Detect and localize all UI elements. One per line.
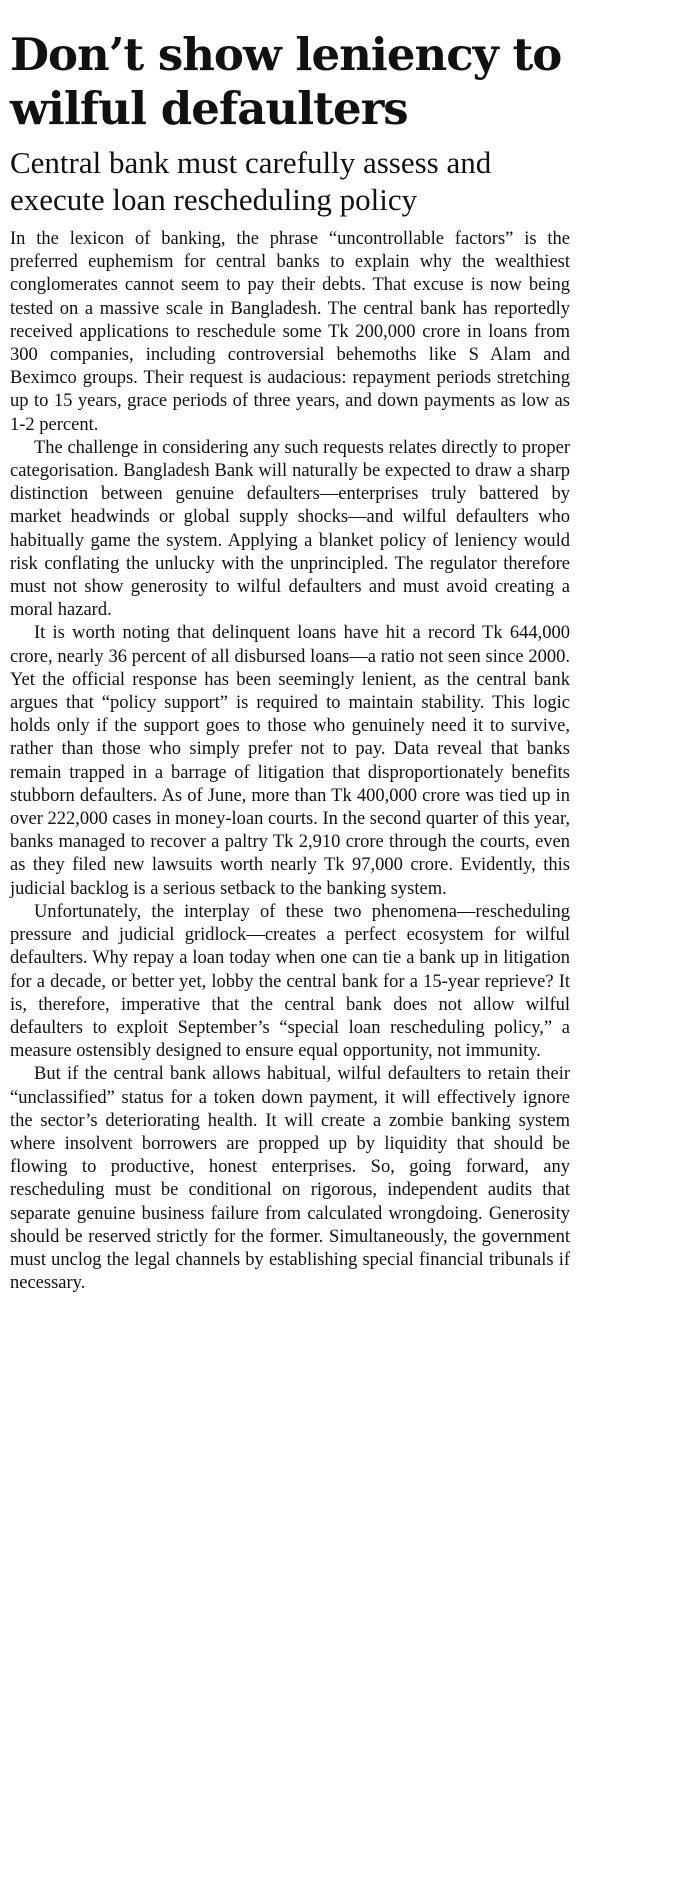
article-body <box>10 228 570 1295</box>
paragraph-5: But if the central bank allows habitual, wilful defaulters to retain their “unclassified” status for a token down payment, it will effectively ignore the sector’s deteriorating health. It will create a zombie banking system where insolvent borrowers are propped up by liquidity that should be flowing to productive, honest enterprises. So, going forward, any rescheduling must be conditional on rigorous, independent audits that separate genuine business failure from calculated wrongdoing. Generosity should be reserved strictly for the former. Simultaneously, the government must unclog the legal channels by establishing special financial tribunals if necessary. <box>10 1064 570 1294</box>
headline: Don’t show leniency to wilful defaulters <box>10 28 562 135</box>
paragraph-2: The challenge in considering any such requests relates directly to proper categorisation. Bangladesh Bank will naturally be expected to draw a sharp distinction between genuine defaulters—enterprises truly battered by market headwinds or global supply shocks—and wilful defaulters who habitually game the system. Applying a blanket policy of leniency would risk conflating the unlucky with the unprincipled. The regulator therefore must not show generosity to wilful defaulters and must avoid creating a moral hazard. <box>10 437 570 621</box>
paragraph-3: It is worth noting that delinquent loans have hit a record Tk 644,000 crore, nearly 36 percent of all disbursed loans—a ratio not seen since 2000. Yet the official response has been seemingly lenient, as the central bank argues that “policy support” is required to maintain stability. This logic holds only if the support goes to those who genuinely need it to survive, rather than those who simply prefer not to pay. Data reveal that banks remain trapped in a barrage of litigation that disproportionately benefits stubborn defaulters. As of June, more than Tk 400,000 crore was tied up in over 222,000 cases in money-loan courts. In the second quarter of this year, banks managed to recover a paltry Tk 2,910 crore through the courts, even as they filed new lawsuits worth nearly Tk 97,000 crore. Evidently, this judicial backlog is a serious setback to the banking system. <box>10 623 570 899</box>
subheadline: Central bank must carefully assess and execute loan rescheduling policy <box>10 145 492 217</box>
paragraph-1: In the lexicon of banking, the phrase “uncontrollable factors” is the preferred euphemism for central banks to explain why the wealthiest conglomerates cannot seem to pay their debts. That excuse is now being tested on a massive scale in Bangladesh. The central bank has reportedly received applications to reschedule some Tk 200,000 crore in loans from 300 companies, including controversial behemoths like S Alam and Beximco groups. Their request is audacious: repayment periods stretching up to 15 years, grace periods of three years, and down payments as low as 1-2 percent. <box>10 229 570 435</box>
editorial-article <box>10 28 570 1295</box>
paragraph-4: Unfortunately, the interplay of these two phenomena—rescheduling pressure and judicial gridlock—creates a perfect ecosystem for wilful defaulters. Why repay a loan today when one can tie a bank up in litigation for a decade, or better yet, lobby the central bank for a 15-year reprieve? It is, therefore, imperative that the central bank does not allow wilful defaulters to exploit September’s “special loan rescheduling policy,” a measure ostensibly designed to ensure equal opportunity, not immunity. <box>10 901 570 1062</box>
